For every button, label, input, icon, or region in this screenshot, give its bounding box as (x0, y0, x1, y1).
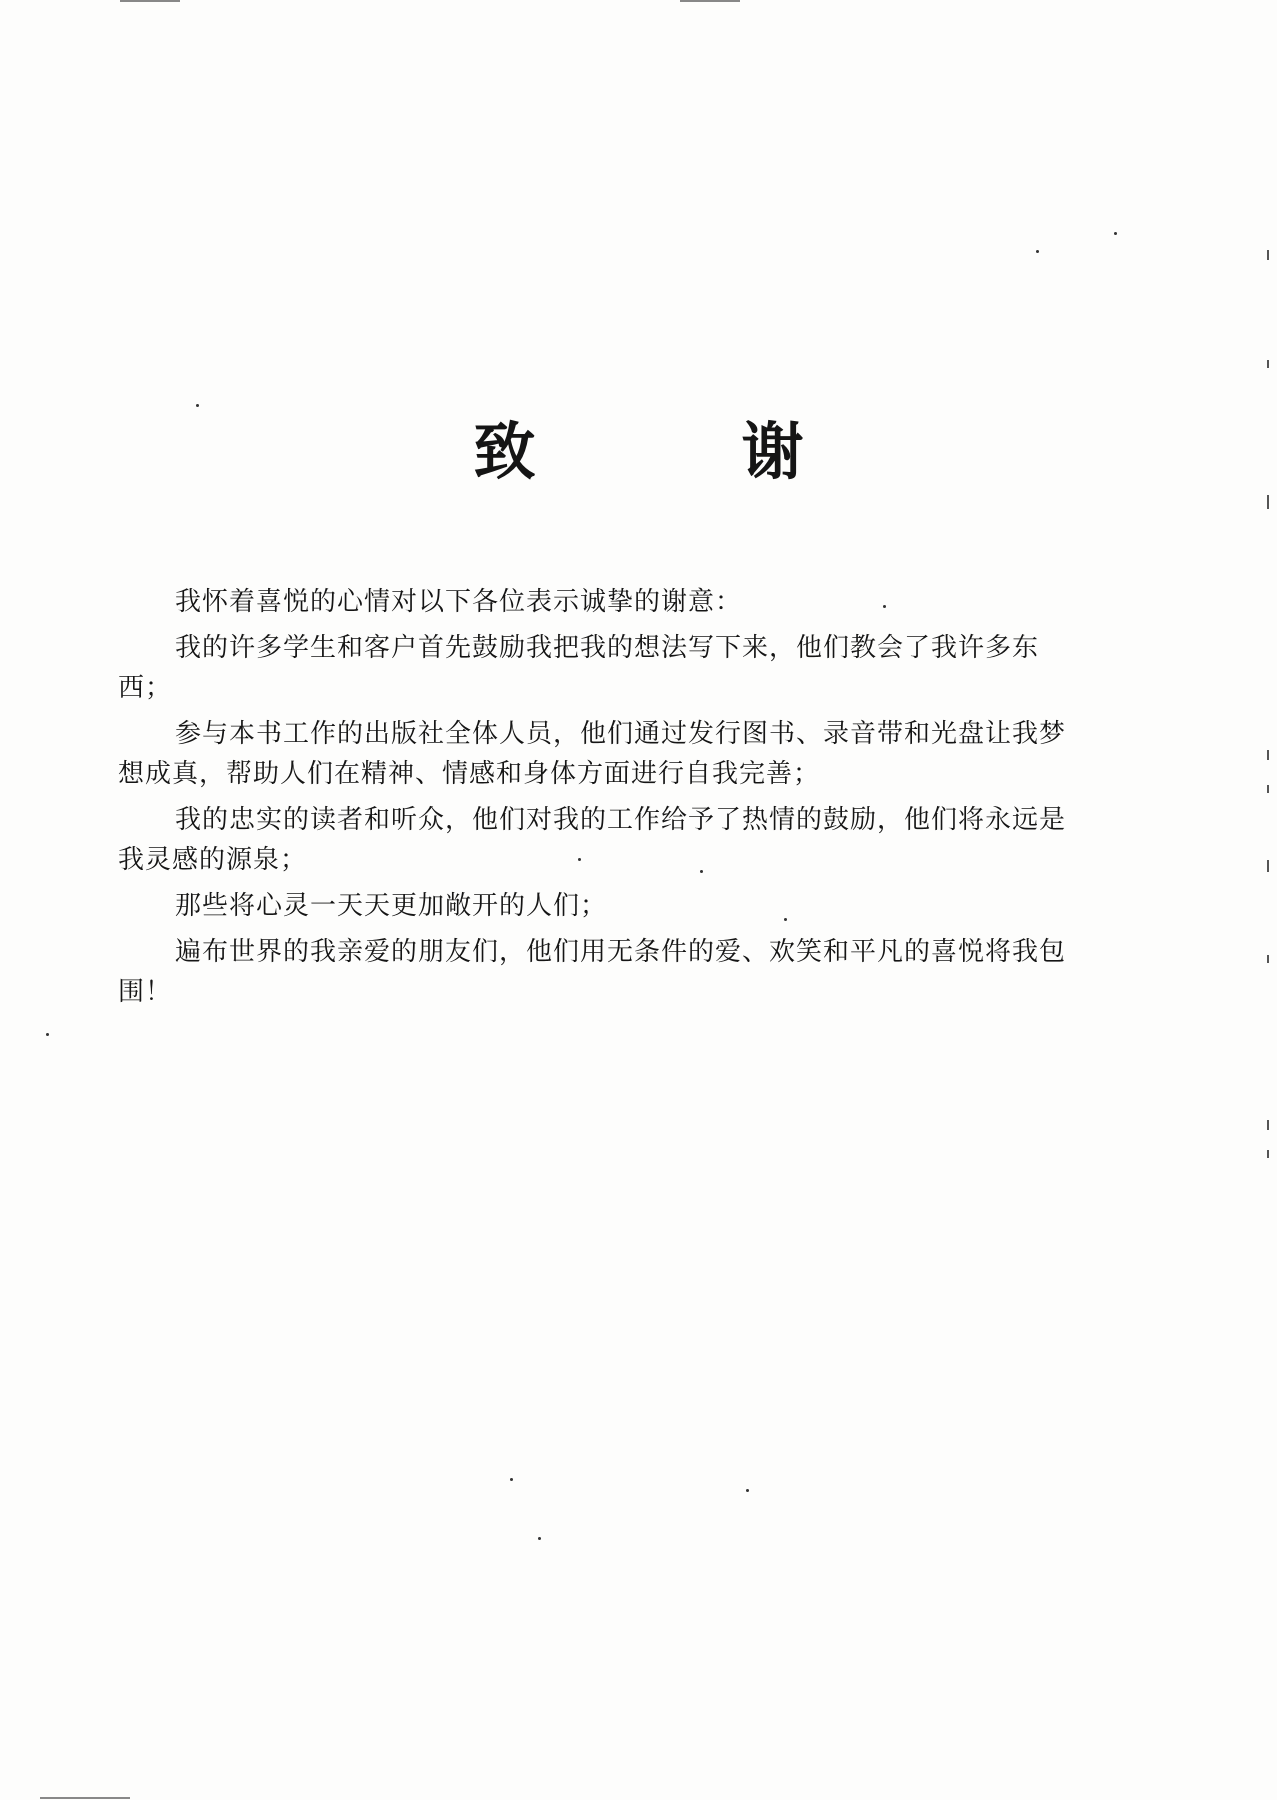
page-title: 致 谢 (473, 415, 876, 488)
scan-speck (196, 404, 199, 407)
binding-edge-mark (1267, 360, 1269, 368)
binding-edge-mark (1267, 750, 1269, 760)
scan-speck (578, 858, 581, 861)
paragraph: 遍布世界的我亲爱的朋友们，他们用无条件的爱、欢笑和平凡的喜悦将我包围！ (118, 937, 1067, 1007)
scan-speck (1114, 232, 1117, 235)
bottom-edge-mark (40, 1797, 130, 1799)
acknowledgement-body (118, 582, 1080, 1018)
top-edge-mark (680, 0, 740, 2)
scan-speck (784, 918, 787, 921)
scan-speck (1036, 250, 1039, 253)
scan-speck (538, 1537, 541, 1540)
binding-edge-mark (1267, 250, 1269, 260)
scan-speck (46, 1033, 49, 1036)
paragraph: 参与本书工作的出版社全体人员，他们通过发行图书、录音带和光盘让我梦想成真，帮助人们在精神、情感和身体方面进行自我完善； (118, 719, 1067, 789)
binding-edge-mark (1267, 955, 1269, 963)
paragraph: 那些将心灵一天天更加敞开的人们； (175, 891, 608, 921)
scan-speck (510, 1478, 513, 1481)
binding-edge-mark (1267, 495, 1269, 509)
paragraph: 我的忠实的读者和听众，他们对我的工作给予了热情的鼓励，他们将永远是我灵感的源泉； (118, 805, 1067, 875)
binding-edge-mark (1267, 785, 1269, 793)
binding-edge-mark (1267, 860, 1269, 872)
binding-edge-mark (1267, 1150, 1269, 1158)
scan-speck (746, 1489, 749, 1492)
scan-speck (883, 605, 886, 608)
paragraph: 我的许多学生和客户首先鼓励我把我的想法写下来，他们教会了我许多东西； (118, 633, 1040, 703)
binding-edge-mark (1267, 1120, 1269, 1130)
top-edge-mark (120, 0, 180, 2)
paragraph: 我怀着喜悦的心情对以下各位表示诚挚的谢意： (175, 587, 743, 617)
scan-speck (700, 870, 703, 873)
